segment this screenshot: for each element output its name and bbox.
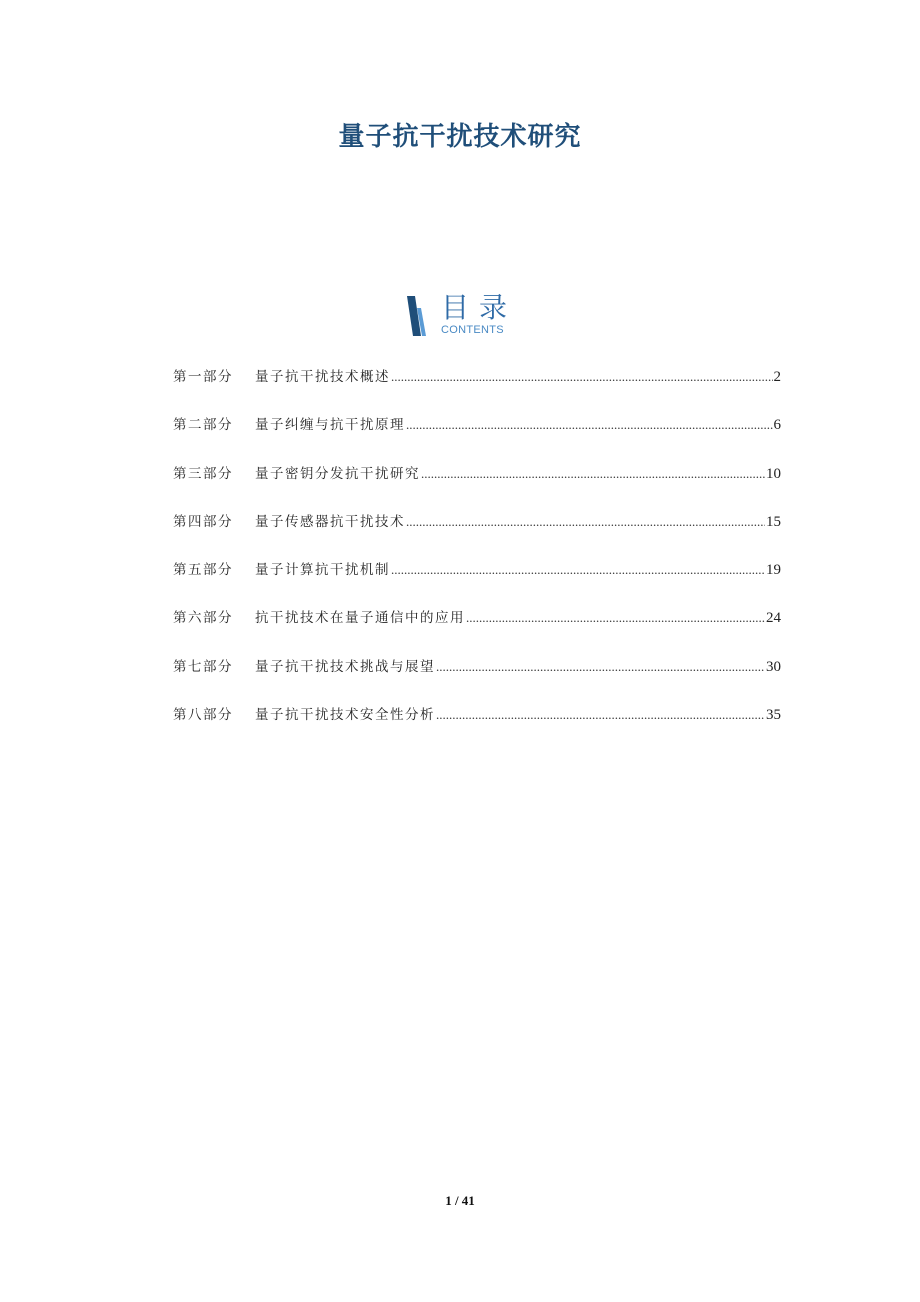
toc-entry[interactable]	[173, 509, 781, 557]
toc-entry-page: 2	[773, 369, 781, 385]
toc-entry-title: 量子纠缠与抗干扰原理	[255, 417, 405, 434]
toc-leader-dots	[391, 557, 765, 583]
toc-entry-part: 第五部分	[173, 562, 233, 579]
toc-leader-dots	[436, 702, 765, 728]
toc-entry-page: 10	[766, 465, 781, 482]
toc-entry[interactable]	[173, 702, 781, 750]
toc-entry-part: 第七部分	[173, 658, 233, 675]
toc-entry[interactable]	[173, 557, 781, 605]
toc-entry-page: 15	[766, 513, 781, 530]
toc-entry-title: 量子计算抗干扰机制	[255, 562, 390, 579]
toc-entry-part: 第八部分	[173, 707, 233, 724]
toc-entry-title: 抗干扰技术在量子通信中的应用	[255, 610, 465, 627]
toc-entry-title: 量子抗干扰技术概述	[255, 369, 390, 385]
toc-entry-part: 第四部分	[173, 513, 233, 530]
toc-entry-page: 6	[773, 417, 781, 434]
toc-logo-icon	[405, 296, 429, 336]
toc-leader-dots	[421, 461, 765, 487]
toc-entry-part: 第一部分	[173, 369, 233, 385]
toc-entry-title: 量子抗干扰技术安全性分析	[255, 707, 435, 724]
toc-entry-title: 量子密钥分发抗干扰研究	[255, 465, 420, 482]
toc-entry[interactable]	[173, 605, 781, 653]
toc-entry-page: 24	[766, 610, 781, 627]
page-number: 1 / 41	[445, 1193, 475, 1208]
toc-leader-dots	[406, 509, 765, 535]
toc-entry-title: 量子抗干扰技术挑战与展望	[255, 658, 435, 675]
toc-header	[405, 292, 525, 340]
toc-entry[interactable]	[173, 461, 781, 509]
toc-entry-part: 第三部分	[173, 465, 233, 482]
toc-leader-dots	[406, 412, 773, 438]
toc-entry-page: 30	[766, 658, 781, 675]
toc-entry[interactable]	[173, 364, 781, 412]
toc-entry-page: 35	[766, 707, 781, 724]
toc-leader-dots	[466, 605, 765, 631]
document-title: 量子抗干扰技术研究	[338, 122, 582, 152]
toc-subheading: CONTENTS	[441, 324, 504, 336]
toc-entry[interactable]	[173, 412, 781, 460]
toc-leader-dots	[391, 364, 773, 390]
toc-entry-page: 19	[766, 562, 781, 579]
toc-heading: 目录	[441, 291, 518, 324]
toc-entry-part: 第二部分	[173, 417, 233, 434]
toc-entry-title: 量子传感器抗干扰技术	[255, 513, 405, 530]
toc-entry-part: 第六部分	[173, 610, 233, 627]
toc-list	[173, 364, 781, 750]
toc-leader-dots	[436, 654, 765, 680]
toc-entry[interactable]	[173, 654, 781, 702]
